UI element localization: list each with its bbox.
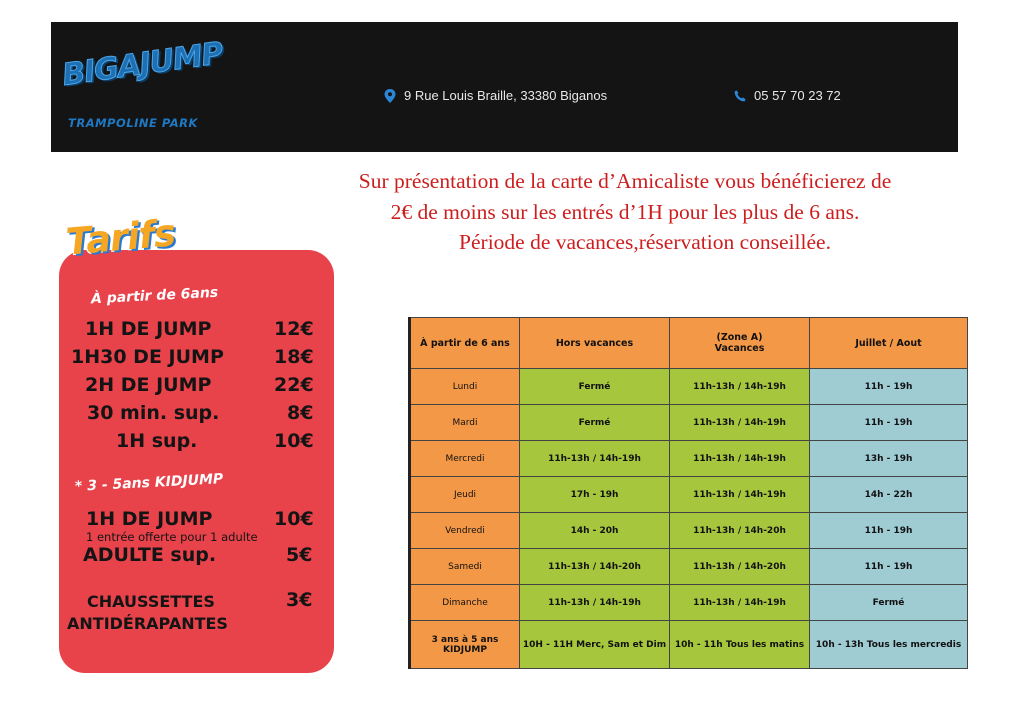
header-banner xyxy=(51,22,958,152)
address[interactable] xyxy=(384,88,607,103)
table-row xyxy=(410,549,968,585)
hours-cell: 11h-13h / 14h-19h xyxy=(670,585,810,621)
header-cell: Juillet / Aout xyxy=(810,318,968,369)
hours-cell: 11h-13h / 14h-20h xyxy=(520,549,670,585)
adult-tarif-label: ADULTE sup. xyxy=(83,544,217,566)
hours-cell: 11h - 19h xyxy=(810,369,968,405)
phone-text: 05 57 70 23 72 xyxy=(754,88,841,103)
table-row xyxy=(410,405,968,441)
day-cell: Mardi xyxy=(410,405,520,441)
hours-cell: 11h - 19h xyxy=(810,549,968,585)
table-row-kidjump xyxy=(410,621,968,669)
tarif-label: 1H DE JUMP xyxy=(85,318,212,340)
table-header-row xyxy=(410,318,968,369)
table-row xyxy=(410,513,968,549)
tarif-label: 2H DE JUMP xyxy=(85,374,212,396)
hours-cell: 11h-13h / 14h-19h xyxy=(520,585,670,621)
hours-cell: 14h - 22h xyxy=(810,477,968,513)
tarif-label: 1H30 DE JUMP xyxy=(71,346,224,368)
day-cell: Dimanche xyxy=(410,585,520,621)
tarif-price: 22€ xyxy=(274,374,314,396)
header-cell xyxy=(670,318,810,369)
socks-label-1: CHAUSSETTES xyxy=(87,592,215,611)
tarifs-title: Tarifs xyxy=(64,211,177,264)
schedule-table xyxy=(408,317,968,669)
tarif-price: 12€ xyxy=(274,318,314,340)
hours-cell: 11h - 19h xyxy=(810,513,968,549)
tarif-price: 10€ xyxy=(274,430,314,452)
hours-cell: 14h - 20h xyxy=(520,513,670,549)
hours-cell: 10H - 11H Merc, Sam et Dim xyxy=(520,621,670,669)
header-zone: (Zone A) xyxy=(716,332,763,343)
hours-cell: 10h - 11h Tous les matins xyxy=(670,621,810,669)
tarif-price: 18€ xyxy=(274,346,314,368)
promo-line-2: 2€ de moins sur les entrés d’1H pour les plus de 6 ans. xyxy=(390,199,860,224)
hours-cell: 11h - 19h xyxy=(810,405,968,441)
promo-text xyxy=(300,166,950,258)
hours-cell: 17h - 19h xyxy=(520,477,670,513)
day-cell: Vendredi xyxy=(410,513,520,549)
socks-label-2: ANTIDÉRAPANTES xyxy=(67,614,228,633)
day-cell: Samedi xyxy=(410,549,520,585)
section-6ans: À partir de 6ans xyxy=(90,284,219,308)
hours-cell: 13h - 19h xyxy=(810,441,968,477)
hours-cell: 11h-13h / 14h-19h xyxy=(670,477,810,513)
adult-tarif-price: 5€ xyxy=(286,544,313,566)
kid-label-1: 3 ans à 5 ans xyxy=(431,634,499,645)
day-cell: Lundi xyxy=(410,369,520,405)
hours-cell: Fermé xyxy=(520,405,670,441)
kid-tarif-price: 10€ xyxy=(274,508,314,530)
hours-cell: 10h - 13h Tous les mercredis xyxy=(810,621,968,669)
socks-price: 3€ xyxy=(286,589,313,611)
logo[interactable] xyxy=(60,35,225,134)
kid-label-2: KIDJUMP xyxy=(442,644,487,655)
logo-subtitle: TRAMPOLINE PARK xyxy=(68,116,198,130)
table-row xyxy=(410,477,968,513)
location-pin-icon xyxy=(384,89,396,103)
logo-text: BIGAJUMP xyxy=(60,35,225,93)
promo-line-3: Période de vacances,réservation conseillée. xyxy=(459,230,831,254)
kid-tarif-label: 1H DE JUMP xyxy=(86,508,213,530)
table-row xyxy=(410,441,968,477)
hours-cell: Fermé xyxy=(810,585,968,621)
hours-cell: 11h-13h / 14h-20h xyxy=(670,513,810,549)
tarifs-card xyxy=(59,250,334,673)
tarif-price: 8€ xyxy=(287,402,314,424)
address-text: 9 Rue Louis Braille, 33380 Biganos xyxy=(404,88,608,103)
day-cell: Mercredi xyxy=(410,441,520,477)
hours-cell: Fermé xyxy=(520,369,670,405)
kid-note: 1 entrée offerte pour 1 adulte xyxy=(86,530,258,544)
phone-icon xyxy=(734,89,746,103)
day-cell: Jeudi xyxy=(410,477,520,513)
header-cell: Hors vacances xyxy=(520,318,670,369)
promo-line-1: Sur présentation de la carte d’Amicaliste vous bénéficierez de xyxy=(358,169,892,193)
phone[interactable] xyxy=(734,88,841,103)
tarif-label: 30 min. sup. xyxy=(87,402,220,424)
section-kidjump: * 3 - 5ans KIDJUMP xyxy=(74,471,224,495)
kid-label-cell xyxy=(410,621,520,669)
table-row xyxy=(410,585,968,621)
hours-cell: 11h-13h / 14h-19h xyxy=(670,405,810,441)
hours-cell: 11h-13h / 14h-19h xyxy=(520,441,670,477)
hours-cell: 11h-13h / 14h-19h xyxy=(670,441,810,477)
tarif-label: 1H sup. xyxy=(116,430,198,452)
hours-cell: 11h-13h / 14h-19h xyxy=(670,369,810,405)
table-row xyxy=(410,369,968,405)
hours-cell: 11h-13h / 14h-20h xyxy=(670,549,810,585)
header-vacances: Vacances xyxy=(714,343,765,354)
header-cell: À partir de 6 ans xyxy=(410,318,520,369)
